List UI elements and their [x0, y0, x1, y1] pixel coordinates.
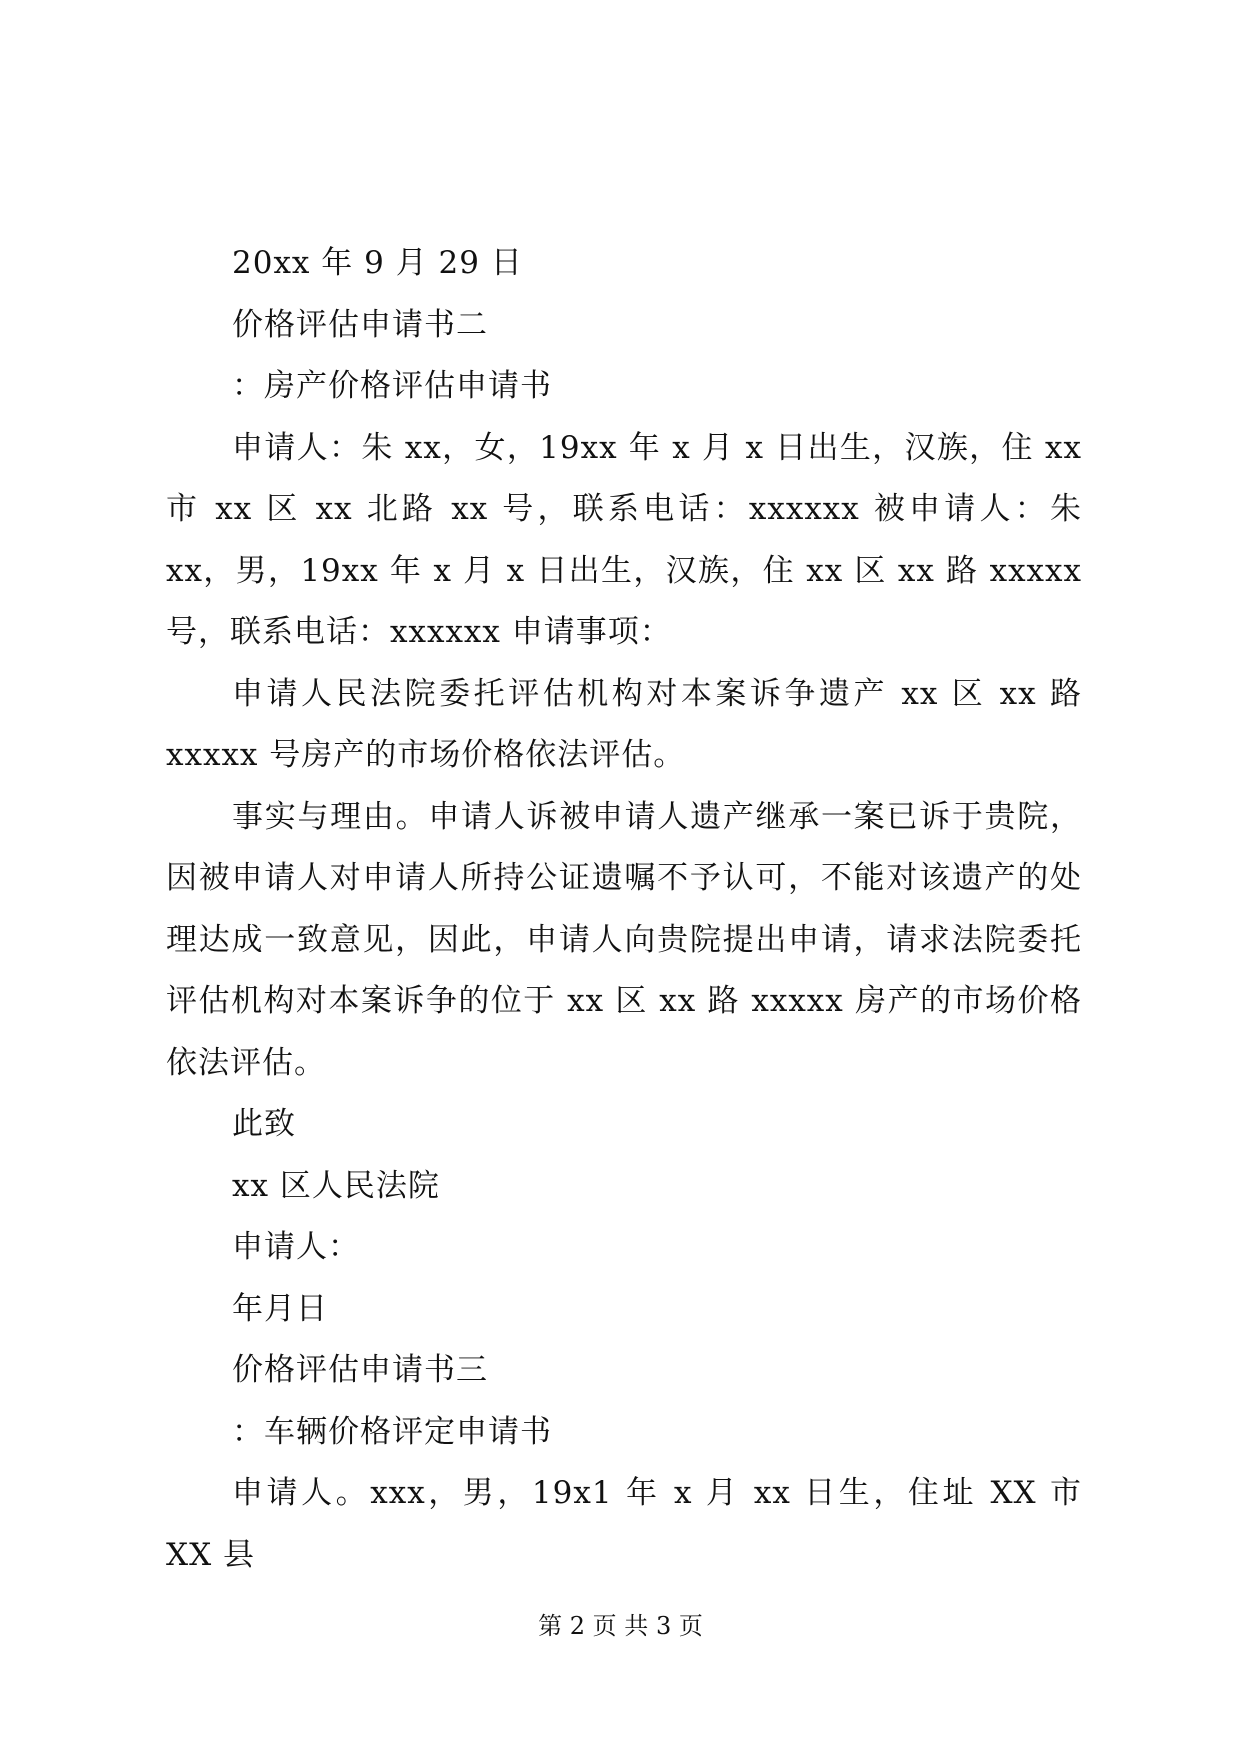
document-title-vehicle: ：车辆价格评定申请书	[232, 1413, 552, 1450]
salutation: 此致	[232, 1106, 296, 1142]
facts-reasons-paragraph: 事实与理由。申请人诉被申请人遗产继承一案已诉于贵院，因被申请人对申请人所持公证遗嘱不予认可，不能对该遗产的处理达成一致意见，因此，申请人向贵院提出申请，请求法院委托评估机构对本案诉争的位于 xx 区 xx 路 xxxxx 房产的市场价格依法评估。	[166, 798, 1082, 1081]
request-paragraph: 申请人民法院委托评估机构对本案诉争遗产 xx 区 xx 路 xxxxx 号房产的市场价格依法评估。	[166, 675, 1082, 773]
date-line: 20xx 年 9 月 29 日	[232, 245, 523, 281]
section-title-2: 价格评估申请书二	[232, 306, 488, 343]
applicant-signature-line: 申请人：	[232, 1229, 360, 1265]
document-body	[166, 233, 1082, 1586]
document-title-house: ：房产价格评估申请书	[232, 368, 552, 404]
page-number-footer: 第 2 页 共 3 页	[538, 1612, 703, 1640]
signature-date-line: 年月日	[232, 1290, 328, 1327]
applicant-info-paragraph: 申请人：朱 xx，女，19xx 年 x 月 x 日出生，汉族，住 xx 市 xx 区 xx 北路 xx 号，联系电话：xxxxxx 被申请人：朱 xx，男，19xx 年 x 月 x 日出生，汉族，住 xx 区 xx 路 xxxxx 号，联系电话：xxxxxx 申请事项：	[166, 429, 1082, 650]
vehicle-applicant-info: 申请人。xxx，男，19x1 年 x 月 xx 日生，住址 XX 市 XX 县	[166, 1475, 1082, 1573]
court-name: xx 区人民法院	[232, 1167, 440, 1204]
section-title-3: 价格评估申请书三	[232, 1352, 488, 1388]
